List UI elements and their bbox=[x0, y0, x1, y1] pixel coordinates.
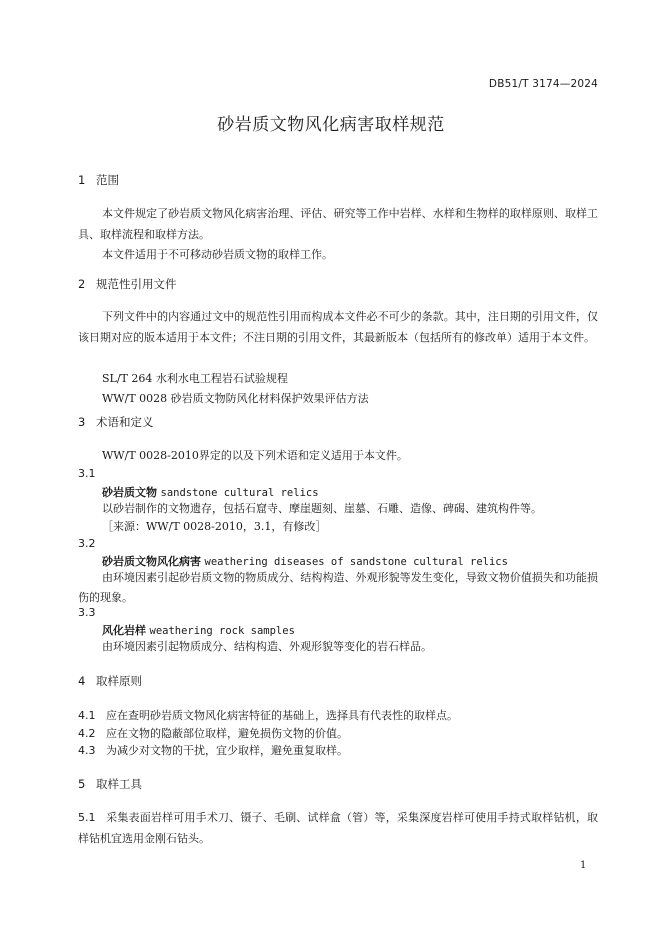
section-title: 取样工具 bbox=[96, 777, 142, 791]
term-zh: 风化岩样 bbox=[102, 624, 146, 637]
standard-code: DB51/T 3174—2024 bbox=[488, 78, 598, 90]
section-5-heading bbox=[78, 776, 142, 792]
term-definition: 以砂岩制作的文物遗存，包括石窟寺、摩崖题刻、崖墓、石雕、造像、碑碣、建筑构件等。 bbox=[102, 502, 542, 515]
term-zh: 砂岩质文物 bbox=[102, 486, 157, 499]
section-2-para: 下列文件中的内容通过文中的规范性引用而构成本文件必不可少的条款。其中，注日期的引用文件，仅该日期对应的版本适用于本文件；不注日期的引用文件，其最新版本（包括所有的修改单）适用于本文件。 bbox=[78, 310, 598, 344]
clause-text: 为减少对文物的干扰，宜少取样，避免重复取样。 bbox=[106, 744, 348, 757]
section-title: 术语和定义 bbox=[96, 415, 154, 429]
term-number: 3.2 bbox=[78, 537, 96, 550]
section-1-para-1: 本文件规定了砂岩质文物风化病害治理、评估、研究等工作中岩样、水样和生物样的取样原则、取样工具、取样流程和取样方法。 bbox=[78, 207, 598, 241]
clause-number: 5.1 bbox=[78, 811, 96, 824]
section-2-heading bbox=[78, 276, 177, 292]
section-number: 5 bbox=[78, 777, 86, 791]
clause-text: 采集表面岩样可用手术刀、镊子、毛刷、试样盒（管）等，采集深度岩样可使用手持式取样钻机，取样钻机宜选用金刚石钻头。 bbox=[78, 811, 598, 845]
clause-number: 4.3 bbox=[78, 744, 96, 757]
section-number: 3 bbox=[78, 415, 86, 429]
section-1-heading bbox=[78, 172, 119, 188]
term-entry bbox=[102, 484, 319, 500]
section-4-heading bbox=[78, 673, 142, 689]
term-zh: 砂岩质文物风化病害 bbox=[102, 555, 201, 568]
document-title: 砂岩质文物风化病害取样规范 bbox=[217, 115, 445, 135]
term-number: 3.1 bbox=[78, 467, 96, 480]
section-title: 规范性引用文件 bbox=[96, 277, 177, 291]
term-en: weathering rock samples bbox=[149, 625, 295, 637]
section-title: 取样原则 bbox=[96, 674, 142, 688]
term-entry bbox=[102, 553, 508, 569]
clause-text: 应在文物的隐蔽部位取样，避免损伤文物的价值。 bbox=[106, 727, 348, 740]
clause-text: 应在查明砂岩质文物风化病害特征的基础上，选择具有代表性的取样点。 bbox=[106, 709, 458, 722]
term-entry bbox=[102, 622, 295, 638]
section-number: 4 bbox=[78, 674, 86, 688]
term-number: 3.3 bbox=[78, 606, 96, 619]
section-3-heading bbox=[78, 414, 154, 430]
section-number: 1 bbox=[78, 173, 86, 187]
term-en: weathering diseases of sandstone cultural relics bbox=[204, 556, 508, 568]
clause-item bbox=[78, 741, 598, 762]
term-en: sandstone cultural relics bbox=[160, 487, 319, 499]
clause-number: 4.1 bbox=[78, 709, 96, 722]
normative-reference: SL/T 264 水利水电工程岩石试验规程 bbox=[102, 372, 288, 385]
clause-number: 4.2 bbox=[78, 727, 96, 740]
section-number: 2 bbox=[78, 277, 86, 291]
section-title: 范围 bbox=[96, 173, 119, 187]
clause-item bbox=[78, 808, 598, 849]
section-1-para-2: 本文件适用于不可移动砂岩质文物的取样工作。 bbox=[102, 248, 333, 261]
normative-reference: WW/T 0028 砂岩质文物防风化材料保护效果评估方法 bbox=[102, 392, 369, 405]
section-3-intro: WW/T 0028-2010界定的以及下列术语和定义适用于本文件。 bbox=[102, 449, 408, 462]
page-number: 1 bbox=[580, 860, 587, 871]
term-definition: 由环境因素引起砂岩质文物的物质成分、结构构造、外观形貌等发生变化，导致文物价值损失和功能损伤的现象。 bbox=[78, 571, 598, 604]
term-source: ［来源：WW/T 0028-2010，3.1，有修改］ bbox=[102, 520, 327, 533]
term-definition: 由环境因素引起物质成分、结构构造、外观形貌等变化的岩石样品。 bbox=[102, 640, 432, 653]
